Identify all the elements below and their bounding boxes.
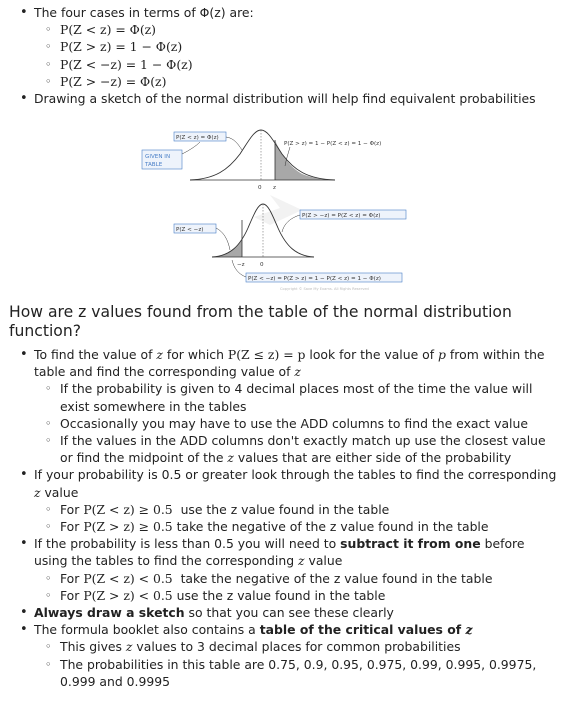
given-in-table-line2: TABLE	[145, 162, 163, 168]
list-item	[0, 346, 560, 380]
text: If the probability is given to 4 decimal places most of the time the value will exist somewhere in the tables	[60, 381, 533, 414]
list-item	[0, 501, 560, 518]
text: look for the value of	[305, 347, 439, 362]
text: from within the table and find the corresponding value of	[34, 347, 545, 380]
math-var: z	[125, 639, 133, 655]
list-item	[0, 570, 560, 587]
case-formula: P(Z > −z) = Φ(z)	[60, 73, 167, 89]
sketch-note: Drawing a sketch of the normal distribution will help find equivalent probabilities	[34, 91, 536, 107]
text: so that you can see these clearly	[184, 605, 394, 621]
bottom-axis-minus-z-label: −z	[237, 262, 245, 268]
top-bullet-list	[0, 4, 560, 107]
math-condition: P(Z ≤ z) = p	[227, 347, 306, 362]
text: The probabilities in this table are 0.75, 0.9, 0.95, 0.975, 0.99, 0.995, 0.9975, 0.999 and 0.9995	[60, 656, 537, 689]
text: If the values in the ADD columns don't exactly match up use the closest value or find the midpoint of the	[60, 433, 546, 466]
text: take the negative of the z value found in the table	[172, 570, 493, 586]
list-item	[0, 656, 560, 690]
list-item	[0, 380, 560, 414]
top-normal-curve-diagram	[142, 130, 381, 191]
text: take the negative of the z value found in the table	[172, 519, 489, 535]
text: use the z value found in the table	[172, 587, 386, 603]
text: use the z value found in the table	[172, 501, 390, 517]
list-item	[0, 38, 560, 55]
list-item	[0, 4, 560, 21]
bottom-right-label: P(Z > −z) = P(Z < z) = Φ(z)	[302, 213, 381, 219]
normal-distribution-figure	[130, 120, 430, 300]
text: values that are either side of the probability	[233, 450, 512, 466]
math-var: z	[465, 622, 473, 638]
list-item	[0, 587, 560, 604]
top-left-arrow	[226, 137, 242, 150]
list-item	[0, 621, 560, 638]
text: For	[60, 587, 84, 603]
math-condition: P(Z < z) ≥ 0.5	[83, 501, 173, 517]
text: For	[60, 501, 84, 517]
text: For	[60, 519, 84, 535]
main-bullet-list	[0, 346, 560, 690]
math-var: z	[227, 450, 234, 466]
top-axis-zero-label: 0	[258, 185, 262, 191]
bottom-axis-zero-label: 0	[260, 262, 264, 268]
list-item	[0, 90, 560, 107]
bold-text: subtract it from one	[340, 536, 481, 552]
list-item	[0, 415, 560, 432]
bottom-left-arrow	[216, 228, 230, 250]
list-item	[0, 56, 560, 73]
text: If the probability is less than 0.5 you will need to	[34, 536, 341, 552]
list-item	[0, 518, 560, 535]
watermark-logo	[254, 195, 302, 225]
text: value	[304, 553, 343, 569]
list-item	[0, 535, 560, 569]
top-axis-z-label: z	[273, 185, 276, 191]
text: This gives	[60, 639, 126, 655]
case-formula: P(Z < −z) = 1 − Φ(z)	[60, 56, 193, 72]
text: If your probability is 0.5 or greater look through the tables to find the corresponding	[34, 467, 557, 483]
bottom-label: P(Z < −z) = P(Z > z) = 1 − P(Z < z) = 1 − Φ(z)	[248, 276, 381, 282]
math-var: p	[438, 347, 446, 362]
top-right-label: P(Z > z) = 1 − P(Z < z) = 1 − Φ(z)	[284, 141, 382, 147]
math-var: z	[156, 347, 163, 362]
text: The formula booklet also contains a	[34, 622, 260, 638]
case-formula: P(Z < z) = Φ(z)	[60, 22, 157, 38]
math-var: z	[34, 484, 41, 500]
math-condition: P(Z > z) < 0.5	[83, 587, 173, 603]
list-item	[0, 73, 560, 90]
given-in-table-arrow	[182, 142, 200, 154]
math-var: z	[294, 364, 301, 380]
top-left-label: P(Z < z) = Φ(z)	[176, 135, 219, 141]
bottom-normal-curve-diagram	[174, 204, 406, 291]
text: To find the value of	[34, 347, 157, 362]
text: value	[40, 484, 79, 500]
bottom-left-tail-fill	[212, 240, 242, 257]
list-item	[0, 466, 560, 500]
list-item	[0, 604, 560, 621]
math-condition: P(Z > z) ≥ 0.5	[83, 519, 173, 535]
math-condition: P(Z < z) < 0.5	[83, 570, 173, 586]
bold-text: table of the critical values of	[259, 622, 466, 638]
bottom-left-label: P(Z < −z)	[176, 227, 204, 233]
text: Occasionally you may have to use the ADD columns to find the exact value	[60, 415, 528, 431]
text: for which	[162, 347, 228, 362]
section-heading: How are z values found from the table of the normal distribution function?	[9, 303, 512, 340]
list-item	[0, 21, 560, 38]
list-item	[0, 638, 560, 655]
text: For	[60, 570, 84, 586]
math-var: z	[298, 553, 305, 569]
cases-intro: The four cases in terms of Φ(z) are:	[34, 5, 254, 20]
bold-text: Always draw a sketch	[34, 605, 185, 621]
text: values to 3 decimal places for common probabilities	[132, 639, 461, 655]
list-item	[0, 432, 560, 466]
copyright-text: Copyright © Save My Exams. All Rights Reserved	[280, 287, 369, 291]
text: before using the tables to find the corresponding	[34, 536, 525, 569]
case-formula: P(Z > z) = 1 − Φ(z)	[60, 39, 183, 55]
given-in-table-line1: GIVEN IN	[145, 154, 171, 160]
